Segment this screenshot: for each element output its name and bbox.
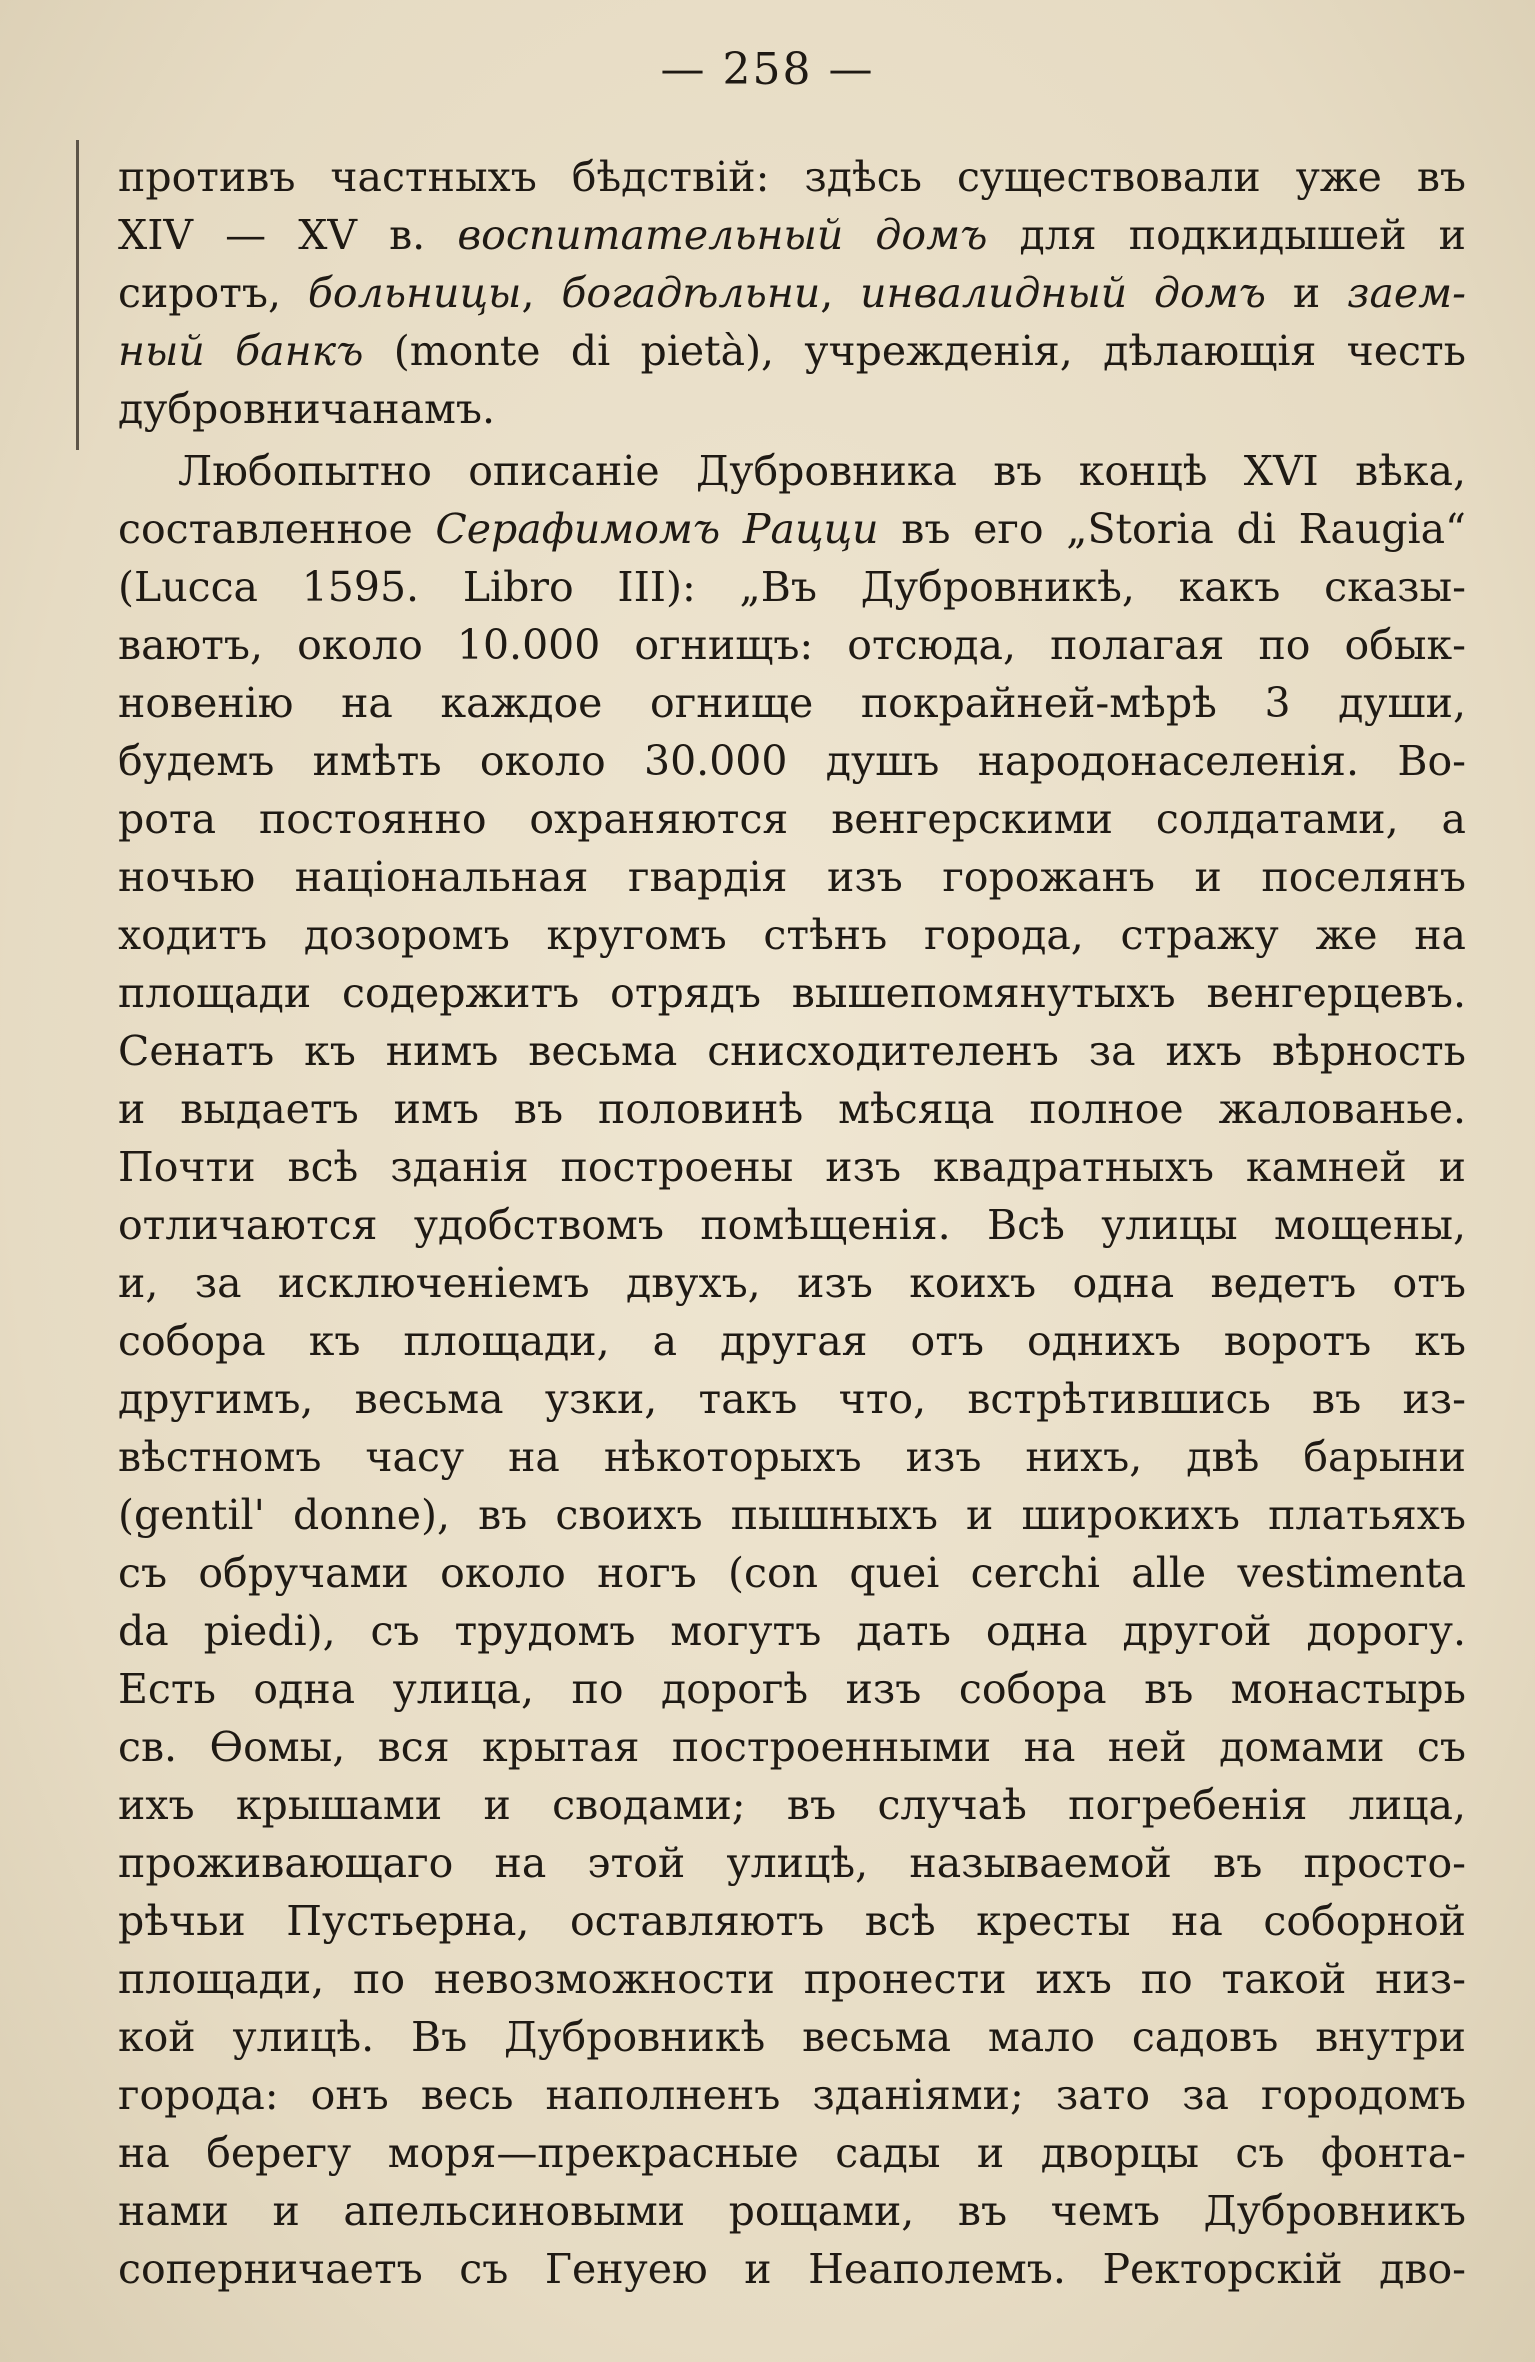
text-line: ваютъ, около 10.000 огнищъ: отсюда, полагая по обык- <box>118 621 1466 669</box>
text-line <box>118 500 1466 558</box>
text-line: площади содержитъ отрядъ вышепомянутыхъ венгерцевъ. <box>118 969 1466 1017</box>
text-line: соперничаетъ съ Генуею и Неаполемъ. Ректорскій дво- <box>118 2245 1466 2293</box>
text-segment: и <box>1266 269 1348 317</box>
text-line <box>118 322 1466 380</box>
text-line <box>118 206 1466 264</box>
text-line: ночью національная гвардія изъ горожанъ и поселянъ <box>118 853 1466 901</box>
text-line: кой улицѣ. Въ Дубровникѣ весьма мало садовъ внутри <box>118 2013 1466 2061</box>
text-line: площади, по невозможности пронести ихъ по такой низ- <box>118 1955 1466 2003</box>
text-line: Почти всѣ зданія построены изъ квадратныхъ камней и <box>118 1143 1466 1191</box>
italic-text-segment: ный банкъ <box>118 327 364 375</box>
text-segment: для подкидышей и <box>987 211 1466 259</box>
text-line: на берегу моря—прекрасные сады и дворцы съ фонта- <box>118 2129 1466 2177</box>
text-line: (gentil' donne), въ своихъ пышныхъ и широкихъ платьяхъ <box>118 1491 1466 1539</box>
text-line: города: онъ весь наполненъ зданіями; зато за городомъ <box>118 2071 1466 2119</box>
text-segment: , <box>521 269 562 317</box>
text-line: ходитъ дозоромъ кругомъ стѣнъ города, стражу же на <box>118 911 1466 959</box>
text-line: da piedi), съ трудомъ могутъ дать одна другой дорогу. <box>118 1607 1466 1655</box>
text-segment: сиротъ, <box>118 269 308 317</box>
italic-text-segment: богадѣльни <box>561 269 821 317</box>
italic-text-segment: больницы <box>307 269 522 317</box>
text-line: противъ частныхъ бѣдствій: здѣсь существовали уже въ <box>118 153 1466 201</box>
text-line: Есть одна улица, по дорогѣ изъ собора въ монастырь <box>118 1665 1466 1713</box>
italic-text-segment: инвалидный домъ <box>860 269 1267 317</box>
text-line: другимъ, весьма узки, такъ что, встрѣтившись въ из- <box>118 1375 1466 1423</box>
paragraph-1 <box>118 148 1466 438</box>
page-number: — 258 — <box>660 44 875 95</box>
text-line: (Lucca 1595. Libro III): „Въ Дубровникѣ, какъ сказы- <box>118 563 1466 611</box>
text-line: собора къ площади, а другая отъ однихъ воротъ къ <box>118 1317 1466 1365</box>
text-segment: (monte di pietà), учрежденія, дѣлающія честь <box>363 327 1466 375</box>
text-segment: въ его „Storia di Raugia“ <box>878 505 1466 553</box>
text-line: и выдаетъ имъ въ половинѣ мѣсяца полное жалованье. <box>118 1085 1466 1133</box>
text-line: рѣчьи Пустьерна, оставляютъ всѣ кресты на соборной <box>118 1897 1466 1945</box>
italic-text-segment: Серафимомъ Рацци <box>435 505 879 553</box>
italic-text-segment: заем- <box>1347 269 1466 317</box>
text-line: рота постоянно охраняются венгерскими солдатами, а <box>118 795 1466 843</box>
text-line: вѣстномъ часу на нѣкоторыхъ изъ нихъ, двѣ барыни <box>118 1433 1466 1481</box>
text-line: Сенатъ къ нимъ весьма снисходителенъ за ихъ вѣрность <box>118 1027 1466 1075</box>
italic-text-segment: воспитательный домъ <box>457 211 988 259</box>
text-line: нами и апельсиновыми рощами, въ чемъ Дубровникъ <box>118 2187 1466 2235</box>
text-line: и, за исключеніемъ двухъ, изъ коихъ одна ведетъ отъ <box>118 1259 1466 1307</box>
margin-rule <box>76 140 79 450</box>
text-line: проживающаго на этой улицѣ, называемой въ просто- <box>118 1839 1466 1887</box>
text-segment: , <box>820 269 861 317</box>
text-line: Любопытно описаніе Дубровника въ концѣ XVI вѣка, <box>178 447 1466 495</box>
text-line: дубровничанамъ. <box>118 385 496 433</box>
text-line: св. Ѳомы, вся крытая построенными на ней домами съ <box>118 1723 1466 1771</box>
paragraph-2 <box>118 442 1466 2298</box>
text-line: будемъ имѣть около 30.000 душъ народонаселенія. Во- <box>118 737 1466 785</box>
text-line: новенію на каждое огнище покрайней-мѣрѣ 3 души, <box>118 679 1466 727</box>
text-line <box>118 264 1466 322</box>
text-line: съ обручами около ногъ (con quei cerchi alle vestimenta <box>118 1549 1466 1597</box>
text-line: отличаются удобствомъ помѣщенія. Всѣ улицы мощены, <box>118 1201 1466 1249</box>
text-line: ихъ крышами и сводами; въ случаѣ погребенія лица, <box>118 1781 1466 1829</box>
text-segment: XIV — XV в. <box>118 211 458 259</box>
body-text <box>118 148 1466 2298</box>
text-segment: составленное <box>118 505 436 553</box>
